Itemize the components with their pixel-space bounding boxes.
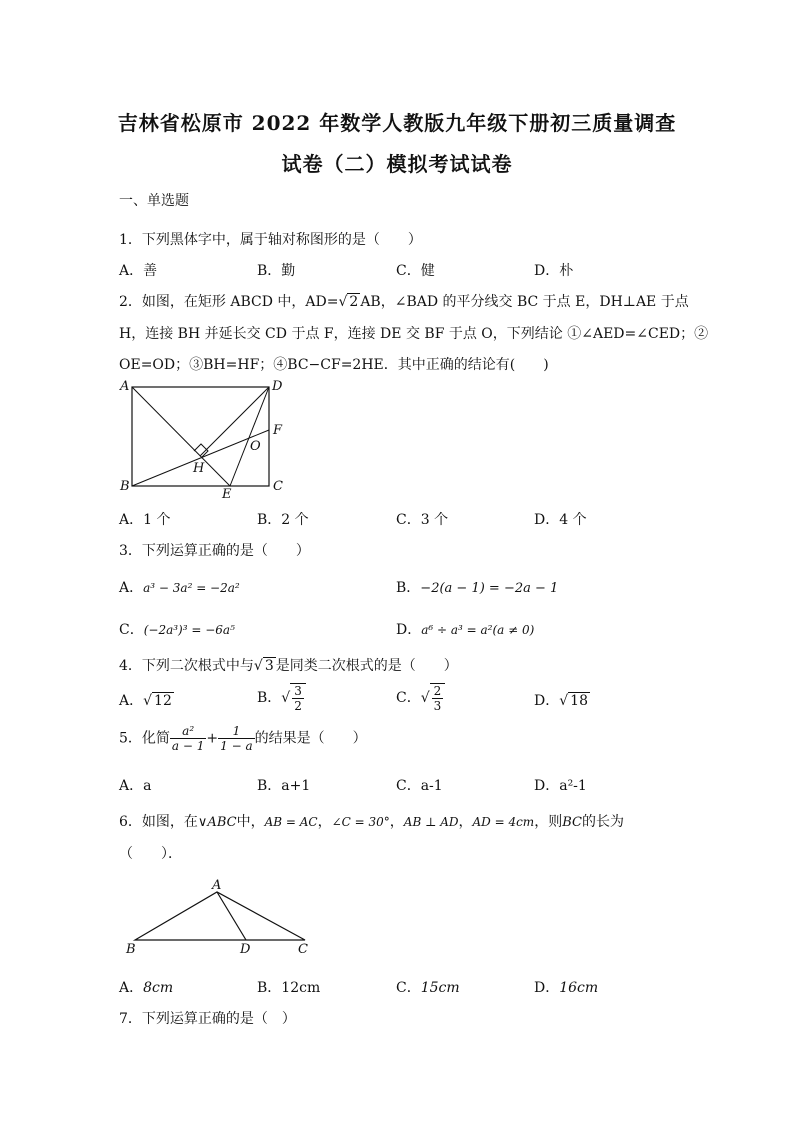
q1-option-b: B．勤 (257, 263, 296, 279)
label-b: B (120, 479, 130, 494)
sqrt-symbol: √ $\frac{2}{3}$ (421, 683, 446, 713)
q2-option-d: D．4 个 (534, 512, 587, 528)
fraction-numerator: 2 (433, 684, 442, 698)
sqrt-symbol: √ 18 (559, 693, 588, 709)
fraction-numerator: 1 (218, 724, 254, 739)
fraction-numerator: 3 (294, 684, 302, 698)
question-3-stem: 3．下列运算正确的是（ ） (119, 543, 310, 559)
q3-option-c-label: C． (119, 622, 144, 638)
question-6-line1 (119, 811, 624, 831)
q2-sqrt-radicand: 2 (349, 294, 359, 310)
q6-option-a-label: A． (119, 980, 144, 996)
fraction-denominator: a − 1 (171, 739, 205, 753)
q3-option-d-expr: a⁶ ÷ a³ = a²(a ≠ 0) (421, 623, 535, 637)
question-6-line2: （ ）． (119, 846, 182, 862)
sqrt-symbol: √ 3 (253, 658, 274, 674)
q6-option-d-label: D． (534, 980, 560, 996)
q3-option-a (119, 577, 240, 597)
question-2-line3: OE=OD；③BH=HF；④BC−CF=2HE．其中正确的结论有( ) (119, 357, 549, 373)
q3-option-d (396, 619, 534, 639)
q4-option-d-label: D． (534, 693, 560, 709)
q1-option-d: D．朴 (534, 263, 574, 279)
line-ad (217, 892, 246, 940)
sqrt-symbol: √ $\frac{3}{2}$ (281, 683, 306, 713)
label-e: E (222, 487, 232, 501)
fraction-denominator: 1 − a (220, 739, 253, 753)
label-f: F (273, 423, 283, 438)
q2-option-c: C．3 个 (396, 512, 449, 528)
q4-text-b: 是同类二次根式的是（ ） (275, 658, 458, 674)
q5-fraction-2 (218, 724, 254, 753)
q4-option-b-fraction (290, 683, 306, 713)
section-heading: 一、单选题 (119, 193, 189, 209)
q6-option-c-label: C． (396, 980, 421, 996)
q6-option-a (119, 977, 173, 997)
q3-option-b (396, 577, 558, 597)
separator: ， (317, 814, 332, 830)
q3-option-a-expr: a³ − 3a² = −2a² (143, 581, 240, 595)
q4-option-c-fraction (430, 683, 446, 713)
q4-text-a: 4．下列二次根式中与 (119, 658, 254, 674)
label-o: O (250, 439, 261, 454)
document-title-line2: 试卷（二）模拟考试试卷 (281, 152, 513, 176)
q4-sqrt-radicand: 3 (264, 658, 274, 674)
q6-option-b: B．12cm (257, 980, 321, 996)
q5-text-a: 5．化简 (119, 730, 170, 747)
q6-bc: BC (562, 815, 582, 830)
q6-text-b: 中， (236, 814, 265, 830)
line-de (230, 387, 269, 486)
q3-option-c-expr: (−2a³)³ = −6a⁵ (143, 623, 235, 637)
q6-condition-3: AB ⊥ AD (403, 815, 459, 829)
sqrt-symbol: √ 12 (143, 693, 172, 709)
q3-option-d-label: D． (396, 622, 422, 638)
q5-option-c: C．a-1 (396, 778, 443, 794)
q3-option-a-label: A． (119, 580, 144, 596)
q5-text-b: 的结果是（ ） (254, 730, 367, 747)
q6-option-c-value: 15cm (420, 980, 460, 996)
q1-option-c: C．健 (396, 263, 435, 279)
q5-option-d: D．a²-1 (534, 778, 587, 794)
q6-triangle: ∨ABC (197, 815, 237, 830)
q4-option-a (119, 690, 174, 710)
document-title-line1: 吉林省松原市 2022 年数学人教版九年级下册初三质量调查 (117, 111, 677, 135)
q2-text-b: AB，∠BAD 的平分线交 BC 于点 E，DH⊥AE 于点 (360, 294, 689, 310)
label-a: A (212, 878, 222, 893)
label-b: B (126, 942, 136, 957)
q3-option-b-expr: −2(a − 1) = −2a − 1 (420, 581, 559, 596)
question-5-stem (119, 724, 367, 753)
q6-text-a: 6．如图，在 (119, 814, 198, 830)
label-a: A (120, 379, 130, 394)
question-7-stem: 7．下列运算正确的是（ ） (119, 1011, 296, 1027)
q2-text-a: 2．如图，在矩形 ABCD 中，AD= (119, 294, 339, 310)
fraction-numerator: a² (170, 724, 206, 739)
separator: ， (389, 814, 404, 830)
q6-text-c: ，则 (534, 814, 563, 830)
q1-option-a: A．善 (119, 263, 158, 279)
q4-option-d-radicand: 18 (570, 693, 588, 709)
q5-option-b: B．a+1 (257, 778, 311, 794)
sqrt-symbol: √ 2 (338, 294, 359, 310)
q5-fraction-1 (170, 724, 206, 753)
q2-rectangle-figure (112, 376, 297, 501)
question-1-stem: 1．下列黑体字中，属于轴对称图形的是（ ） (119, 232, 422, 248)
q6-condition-2: ∠C = 30° (331, 815, 390, 829)
q4-option-c (396, 683, 445, 713)
triangle-abc (135, 892, 305, 940)
separator: ， (458, 814, 473, 830)
q4-option-b-label: B． (257, 690, 282, 706)
question-2-line2: H，连接 BH 并延长交 CD 于点 F，连接 DE 交 BF 于点 O，下列结论 ①∠AED=∠CED；② (119, 326, 709, 342)
label-d: D (240, 942, 251, 957)
q4-option-a-label: A． (119, 693, 144, 709)
label-d: D (272, 379, 283, 394)
q4-option-a-radicand: 12 (154, 693, 172, 709)
q6-condition-1: AB = AC (264, 815, 318, 829)
q6-option-a-value: 8cm (143, 980, 174, 996)
q6-condition-4: AD = 4cm (472, 815, 535, 829)
q6-triangle-figure (118, 876, 318, 958)
q4-option-c-label: C． (396, 690, 421, 706)
question-2-line1 (119, 291, 689, 311)
q4-option-d (534, 690, 590, 710)
q6-option-d-value: 16cm (559, 980, 599, 996)
q6-option-c (396, 977, 460, 997)
q6-text-d: 的长为 (581, 814, 624, 830)
q6-option-d (534, 977, 598, 997)
label-h: H (193, 461, 205, 476)
question-4-stem (119, 655, 458, 675)
q2-option-a: A．1 个 (119, 512, 171, 528)
fraction-denominator: 2 (294, 699, 302, 713)
line-ae (132, 387, 230, 486)
q2-option-b: B．2 个 (257, 512, 309, 528)
q4-option-b (257, 683, 306, 713)
q5-option-a: A．a (119, 778, 152, 794)
plus-sign: + (206, 730, 219, 747)
q3-option-c (119, 619, 235, 639)
fraction-denominator: 3 (433, 699, 442, 713)
label-c: C (298, 942, 308, 957)
q3-option-b-label: B． (396, 580, 421, 596)
label-c: C (273, 479, 283, 494)
